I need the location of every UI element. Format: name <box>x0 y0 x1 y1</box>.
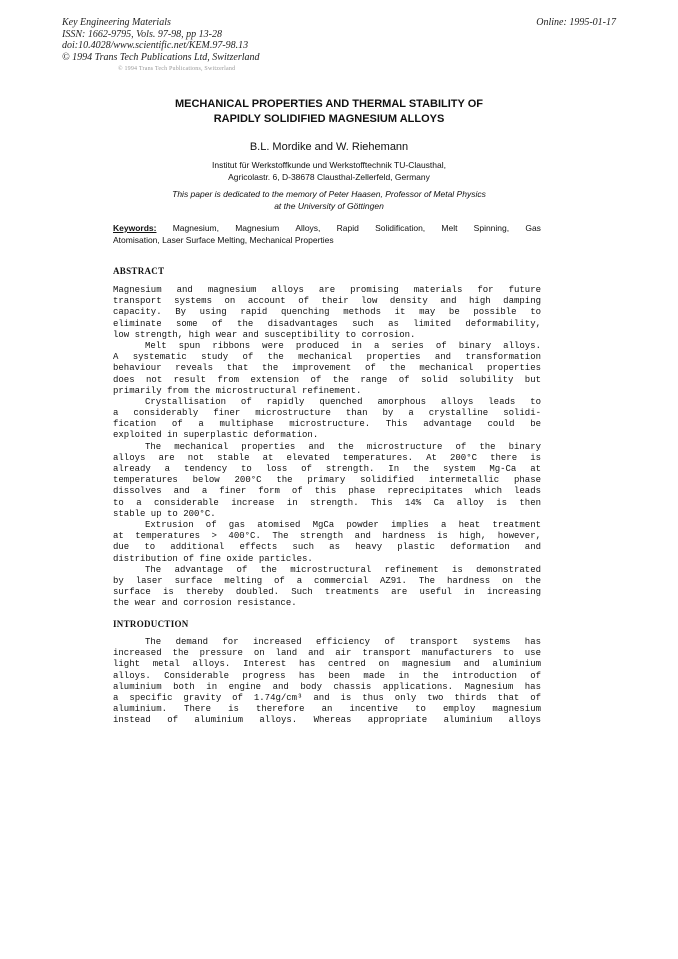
text-line: Magnesium and magnesium alloys are promising materials for future <box>113 285 541 295</box>
keyword-term: Melt <box>441 223 458 233</box>
keyword-term: Alloys, <box>295 223 321 233</box>
dedication-line-1: This paper is dedicated to the memory of Peter Haasen, Professor of Metal Physics <box>172 189 486 199</box>
text-line: a specific gravity of 1.74g/cm³ and is thus only two thirds that of <box>113 692 541 703</box>
text-line: to a considerable increase in strength. This 14% Ca alloy is then <box>113 497 541 508</box>
journal-info <box>62 17 260 63</box>
keywords <box>113 223 541 246</box>
text-line: The advantage of the microstructural refinement is demonstrated <box>145 564 541 575</box>
text-line: A systematic study of the mechanical properties and transformation <box>113 352 541 363</box>
text-line: exploited in superplastic deformation. <box>113 430 319 441</box>
text-line: Extrusion of gas atomised MgCa powder implies a heat treatment <box>145 519 541 530</box>
text-line: behaviour reveals that the improvement of the mechanical properties <box>113 363 541 374</box>
text-line: distribution of fine oxide particles. <box>113 553 313 564</box>
text-line: Crystallisation of rapidly quenched amorphous alloys leads to <box>145 396 541 407</box>
text-line: dissolves and a finer form of this phase reprecipitates which leads <box>113 486 541 497</box>
online-date: Online: 1995-01-17 <box>536 17 616 28</box>
text-line: a considerably finer microstructure than by a crystalline solidi- <box>113 408 541 419</box>
text-line: primarily from the microstructural refinement. <box>113 385 362 396</box>
affiliation-line-2: Agricolastr. 6, D-38678 Clausthal-Zellerfeld, Germany <box>228 172 430 182</box>
title-line-1: MECHANICAL PROPERTIES AND THERMAL STABILITY OF <box>174 98 483 110</box>
text-line: at temperatures > 400°C. The strength and hardness is high, however, <box>113 531 541 542</box>
text-line: aluminium. There is therefore an incentive to employ magnesium <box>113 704 541 715</box>
text-line: does not result from extension of the range of solid solubility but <box>113 374 541 385</box>
dedication-line-2: at the University of Göttingen <box>274 201 384 211</box>
keywords-line-1 <box>113 223 541 235</box>
doi-link[interactable]: doi:10.4028/www.scientific.net/KEM.97-98.13 <box>62 40 249 51</box>
affiliation <box>110 159 548 183</box>
text-line: already a tendency to loss of strength. In the system Mg-Ca at <box>113 464 541 474</box>
text-line: alloys are not stable at elevated temperatures. At 200°C there is <box>113 452 541 463</box>
copyright-line: © 1994 Trans Tech Publications Ltd, Switzerland <box>62 51 260 63</box>
keyword-term: Spinning, <box>473 223 510 233</box>
abstract-body <box>113 285 541 609</box>
text-line: alloys. Considerable progress has been made in the introduction of <box>113 670 541 681</box>
keyword-term: Solidification, <box>375 223 426 233</box>
affiliation-line-1: Institut für Werkstoffkunde und Werkstofftechnik TU-Clausthal, <box>211 160 446 170</box>
text-line: eliminate some of the disadvantages such as limited deformability, <box>113 318 541 329</box>
text-line: fication of a multiphase microstructure. This advantage could be <box>113 419 541 430</box>
text-line: low strength, high wear and susceptibility to corrosion. <box>113 329 416 340</box>
keyword-term: Gas <box>525 223 541 233</box>
text-line: light metal alloys. Interest has centred on magnesium and aluminium <box>113 659 541 670</box>
text-line: increased the pressure on land and air transport manufacturers to use <box>113 648 541 659</box>
residual-copyright-line: © 1994 Trans Tech Publications, Switzerland <box>118 66 236 72</box>
title-line-2: RAPIDLY SOLIDIFIED MAGNESIUM ALLOYS <box>213 113 445 125</box>
text-line: by laser surface melting of a commercial AZ91. The hardness on the <box>113 575 541 586</box>
keyword-term: Magnesium, <box>172 223 219 233</box>
text-line: surface is thereby doubled. Such treatments are useful in increasing <box>113 587 541 598</box>
journal-issn: ISSN: 1662-9795, Vols. 97-98, pp 13-28 <box>62 28 222 40</box>
keywords-line-2: Atomisation, Laser Surface Melting, Mechanical Properties <box>113 234 334 245</box>
journal-name: Key Engineering Materials <box>62 17 171 28</box>
abstract-heading: ABSTRACT <box>113 266 165 276</box>
keywords-label: Keywords: <box>113 223 157 233</box>
text-line: instead of aluminium alloys. Whereas appropriate aluminium alloys <box>113 715 541 726</box>
text-line: stable up to 200°C. <box>113 508 216 519</box>
text-line: temperatures below 200°C the primary solidified intermetallic phase <box>113 475 541 486</box>
introduction-body <box>113 637 541 727</box>
text-line: The demand for increased efficiency of transport systems has <box>145 637 541 647</box>
text-line: transport systems on account of their low density and high damping <box>113 296 541 307</box>
text-line: Melt spun ribbons were produced in a series of binary alloys. <box>145 340 541 351</box>
paper-title <box>110 97 548 127</box>
text-line: aluminium both in engine and body chassis applications. Magnesium has <box>113 681 541 692</box>
dedication <box>110 188 548 212</box>
introduction-heading: INTRODUCTION <box>113 619 189 629</box>
text-line: capacity. By using rapid quenching methods it may be possible to <box>113 307 541 318</box>
text-line: the wear and corrosion resistance. <box>113 598 297 609</box>
authors: B.L. Mordike and W. Riehemann <box>249 141 409 153</box>
keyword-term: Rapid <box>336 223 359 233</box>
text-line: due to additional effects such as heavy plastic deformation and <box>113 542 541 553</box>
text-line: The mechanical properties and the microstructure of the binary <box>145 441 541 452</box>
keyword-term: Magnesium <box>235 223 280 233</box>
